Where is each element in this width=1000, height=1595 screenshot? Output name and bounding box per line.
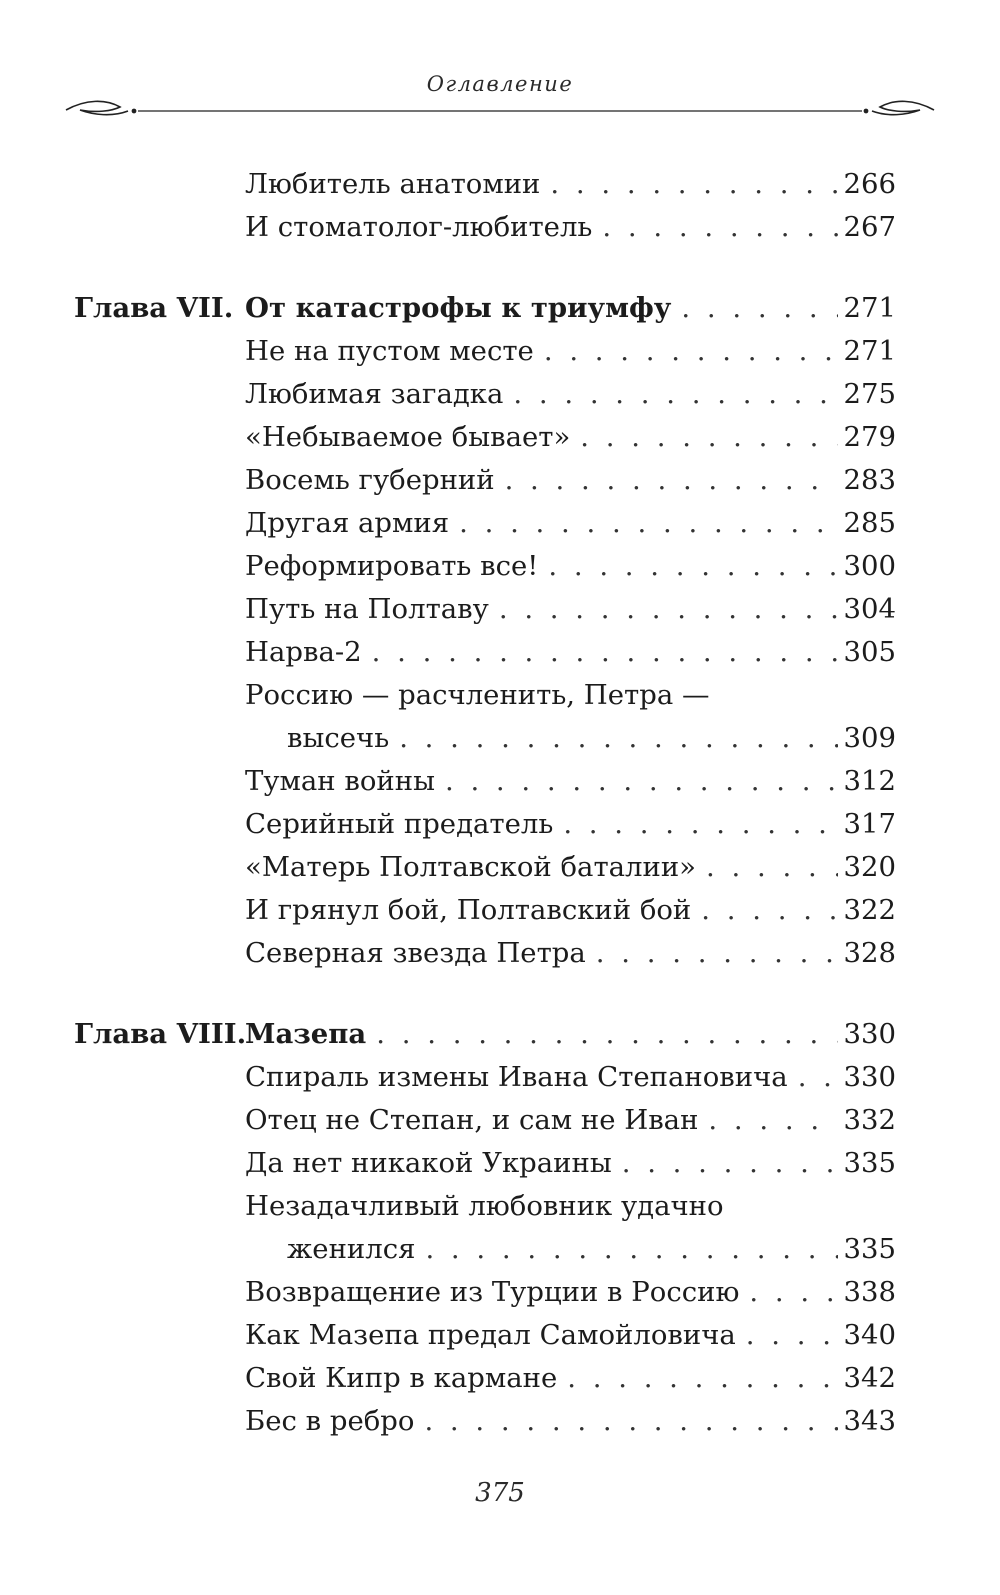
entry-title: Любимая загадка <box>245 378 504 410</box>
dot-leader <box>513 373 837 416</box>
entry-page: 338 <box>843 1276 896 1308</box>
dot-leader <box>548 545 837 588</box>
dot-leader <box>622 1142 838 1185</box>
toc-entry[interactable] <box>74 1357 896 1400</box>
toc-entry[interactable] <box>74 330 896 373</box>
chapter-page: 271 <box>843 292 896 324</box>
dot-leader <box>372 631 838 674</box>
entry-title: Бес в ребро <box>245 1405 415 1437</box>
page-number: 375 <box>475 1478 525 1508</box>
dot-leader <box>798 1056 838 1099</box>
entry-title: Не на пустом месте <box>245 335 534 367</box>
entry-title: Северная звезда Петра <box>245 937 586 969</box>
entry-page: 275 <box>843 378 896 410</box>
entry-page: 343 <box>843 1405 896 1437</box>
dot-leader <box>706 846 837 889</box>
dot-leader <box>746 1314 838 1357</box>
entry-page: 271 <box>843 335 896 367</box>
dot-leader <box>459 502 837 545</box>
toc-entry[interactable] <box>74 1099 896 1142</box>
toc-entry[interactable] <box>74 1271 896 1314</box>
entry-title: Свой Кипр в кармане <box>245 1362 558 1394</box>
toc-entry-first-line[interactable] <box>74 674 896 717</box>
entry-title: «Небываемое бывает» <box>245 421 571 453</box>
entry-page: 300 <box>843 550 896 582</box>
chapter-title: От катастрофы к триумфу <box>245 292 672 324</box>
entry-title-continuation: женился <box>287 1233 416 1265</box>
entry-title: Путь на Полтаву <box>245 593 489 625</box>
dot-leader <box>602 206 837 249</box>
entry-page: 309 <box>843 722 896 754</box>
entry-title: Возвращение из Турции в Россию <box>245 1276 740 1308</box>
toc-entry[interactable] <box>74 502 896 545</box>
chapter-7-heading[interactable] <box>74 287 896 330</box>
dot-leader <box>701 889 837 932</box>
toc-entry[interactable] <box>74 846 896 889</box>
entry-page: 335 <box>843 1233 896 1265</box>
toc-entry[interactable] <box>74 545 896 588</box>
table-of-contents <box>74 163 896 1443</box>
dot-leader <box>580 416 837 459</box>
toc-entry[interactable] <box>74 1400 896 1443</box>
dot-leader <box>424 1400 837 1443</box>
toc-entry-first-line[interactable] <box>74 1185 896 1228</box>
entry-page: 305 <box>843 636 896 668</box>
toc-entry[interactable] <box>74 416 896 459</box>
toc-entry[interactable] <box>74 803 896 846</box>
entry-page: 322 <box>843 894 896 926</box>
entry-title: Реформировать все! <box>245 550 539 582</box>
chapter-label: Глава VII. <box>74 292 234 324</box>
entry-title: Нарва-2 <box>245 636 362 668</box>
dot-leader <box>399 717 837 760</box>
chapter-page: 330 <box>843 1018 896 1050</box>
toc-entry[interactable] <box>74 206 896 249</box>
entry-title: Спираль измены Ивана Степановича <box>245 1061 788 1093</box>
entry-title: И стоматолог-любитель <box>245 211 593 243</box>
entry-page: 283 <box>843 464 896 496</box>
toc-entry[interactable] <box>74 163 896 206</box>
toc-entry-continuation[interactable] <box>74 717 896 760</box>
chapter-8-heading[interactable] <box>74 1013 896 1056</box>
dot-leader <box>749 1271 837 1314</box>
toc-entry[interactable] <box>74 373 896 416</box>
entry-title: Серийный предатель <box>245 808 554 840</box>
toc-entry[interactable] <box>74 889 896 932</box>
dot-leader <box>425 1228 837 1271</box>
entry-title: Да нет никакой Украины <box>245 1147 612 1179</box>
dot-leader <box>681 287 837 330</box>
toc-entry[interactable] <box>74 1142 896 1185</box>
toc-entry[interactable] <box>74 932 896 975</box>
running-header: Оглавление <box>426 72 574 96</box>
toc-entry[interactable] <box>74 459 896 502</box>
entry-page: 342 <box>843 1362 896 1394</box>
dot-leader <box>499 588 838 631</box>
entry-title: Как Мазепа предал Самойловича <box>245 1319 736 1351</box>
entry-title-continuation: высечь <box>287 722 390 754</box>
entry-page: 332 <box>843 1104 896 1136</box>
entry-page: 340 <box>843 1319 896 1351</box>
entry-page: 328 <box>843 937 896 969</box>
entry-page: 317 <box>843 808 896 840</box>
entry-title: Туман войны <box>245 765 435 797</box>
entry-title: Отец не Степан, и сам не Иван <box>245 1104 699 1136</box>
entry-page: 335 <box>843 1147 896 1179</box>
dot-leader <box>563 803 837 846</box>
dot-leader <box>596 932 838 975</box>
entry-page: 267 <box>843 211 896 243</box>
ornamental-rule <box>62 96 938 126</box>
toc-entry[interactable] <box>74 588 896 631</box>
entry-page: 312 <box>843 765 896 797</box>
entry-title: Другая армия <box>245 507 450 539</box>
entry-title: Россию — расчленить, Петра — <box>245 679 710 711</box>
dot-leader <box>567 1357 837 1400</box>
entry-page: 285 <box>843 507 896 539</box>
entry-page: 320 <box>843 851 896 883</box>
entry-page: 279 <box>843 421 896 453</box>
entry-title: Незадачливый любовник удачно <box>245 1190 724 1222</box>
toc-entry[interactable] <box>74 760 896 803</box>
entry-page: 304 <box>843 593 896 625</box>
dot-leader <box>544 330 838 373</box>
dot-leader <box>708 1099 837 1142</box>
entry-page: 330 <box>843 1061 896 1093</box>
entry-title: Любитель анатомии <box>245 168 541 200</box>
toc-entry[interactable] <box>74 1056 896 1099</box>
dot-leader <box>550 163 837 206</box>
chapter-label: Глава VIII. <box>74 1018 247 1050</box>
entry-title: Восемь губерний <box>245 464 495 496</box>
dot-leader <box>376 1013 837 1056</box>
toc-entry-continuation[interactable] <box>74 1228 896 1271</box>
entry-page: 266 <box>843 168 896 200</box>
entry-title: И грянул бой, Полтавский бой <box>245 894 692 926</box>
entry-title: «Матерь Полтавской баталии» <box>245 851 697 883</box>
chapter-title: Мазепа <box>245 1018 367 1050</box>
toc-entry[interactable] <box>74 1314 896 1357</box>
dot-leader <box>445 760 838 803</box>
toc-entry[interactable] <box>74 631 896 674</box>
dot-leader <box>505 459 838 502</box>
